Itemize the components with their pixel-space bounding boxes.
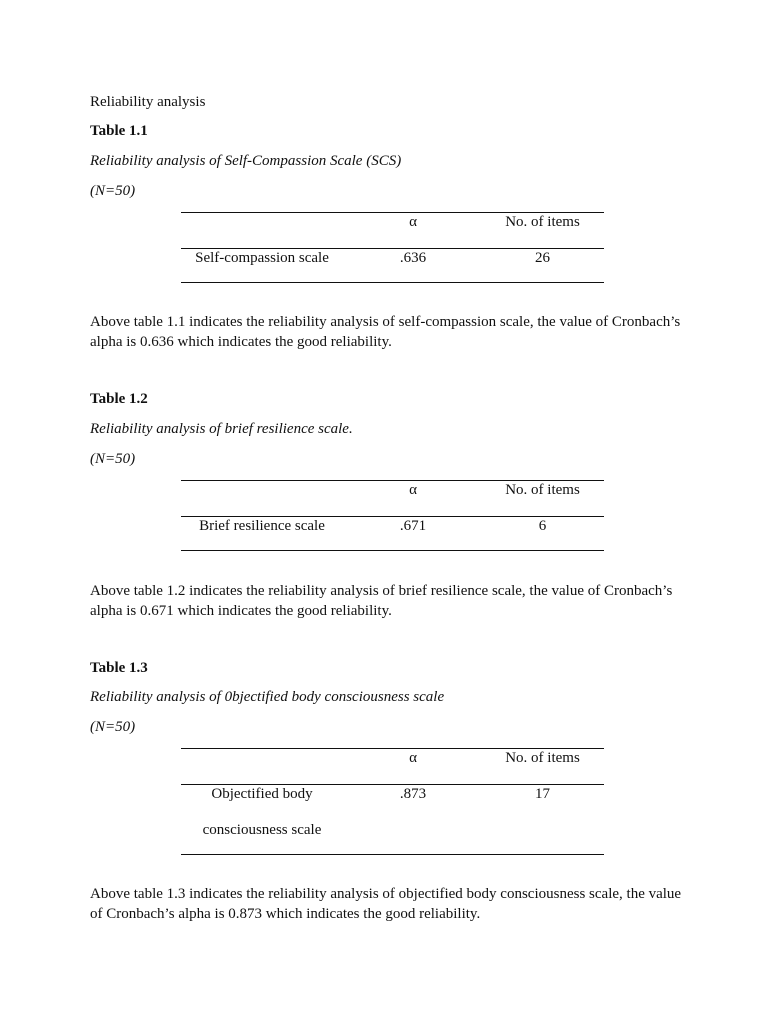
header-no-of-items: No. of items	[505, 214, 580, 230]
row-alpha-value: .636	[399, 250, 427, 266]
table-top-rule	[181, 212, 604, 213]
table-1-3-interpretation: Above table 1.3 indicates the reliability analysis of objectified body consciousness scale, the value of Cronbach’s alpha is 0.873 which indicates the good reliability.	[90, 886, 682, 922]
table-1-1	[181, 212, 604, 284]
table-header-rule	[181, 248, 604, 249]
row-label-line-2: consciousness scale	[202, 822, 322, 838]
table-header-rule	[181, 784, 604, 785]
table-1-3	[181, 748, 604, 858]
header-alpha: α	[409, 482, 417, 498]
row-items-value: 17	[535, 786, 550, 802]
row-items-value: 6	[538, 518, 547, 534]
header-no-of-items: No. of items	[505, 482, 580, 498]
header-alpha: α	[409, 750, 417, 766]
table-1-2-interpretation: Above table 1.2 indicates the reliability analysis of brief resilience scale, the value of Cronbach’s alpha is 0.671 which indicates the good reliability.	[90, 583, 673, 619]
table-1-1-caption: Reliability analysis of Self-Compassion Scale (SCS)	[90, 153, 402, 169]
table-1-3-caption: Reliability analysis of 0bjectified body consciousness scale	[90, 689, 445, 705]
section-heading: Reliability analysis	[90, 94, 206, 110]
table-1-2-number: Table 1.2	[90, 391, 148, 407]
table-1-2	[181, 480, 604, 552]
table-top-rule	[181, 480, 604, 481]
table-1-3-number: Table 1.3	[90, 660, 148, 676]
row-alpha-value: .873	[399, 786, 427, 802]
table-bottom-rule	[181, 854, 604, 855]
table-bottom-rule	[181, 550, 604, 551]
table-1-2-sample-size: (N=50)	[90, 451, 136, 467]
table-1-1-number: Table 1.1	[90, 123, 148, 139]
row-alpha-value: .671	[399, 518, 427, 534]
table-1-1-sample-size: (N=50)	[90, 183, 136, 199]
header-alpha: α	[409, 214, 417, 230]
table-header-rule	[181, 516, 604, 517]
table-1-1-interpretation: Above table 1.1 indicates the reliability analysis of self-compassion scale, the value of Cronbach’s alpha is 0.636 which indicates the good reliability.	[90, 314, 681, 350]
table-1-3-sample-size: (N=50)	[90, 719, 136, 735]
table-top-rule	[181, 748, 604, 749]
header-no-of-items: No. of items	[505, 750, 580, 766]
table-bottom-rule	[181, 282, 604, 283]
row-label-line-1: Objectified body	[211, 786, 313, 802]
table-1-2-caption: Reliability analysis of brief resilience scale.	[90, 421, 353, 437]
row-items-value: 26	[535, 250, 550, 266]
row-label: Brief resilience scale	[199, 518, 325, 534]
row-label: Self-compassion scale	[195, 250, 329, 266]
